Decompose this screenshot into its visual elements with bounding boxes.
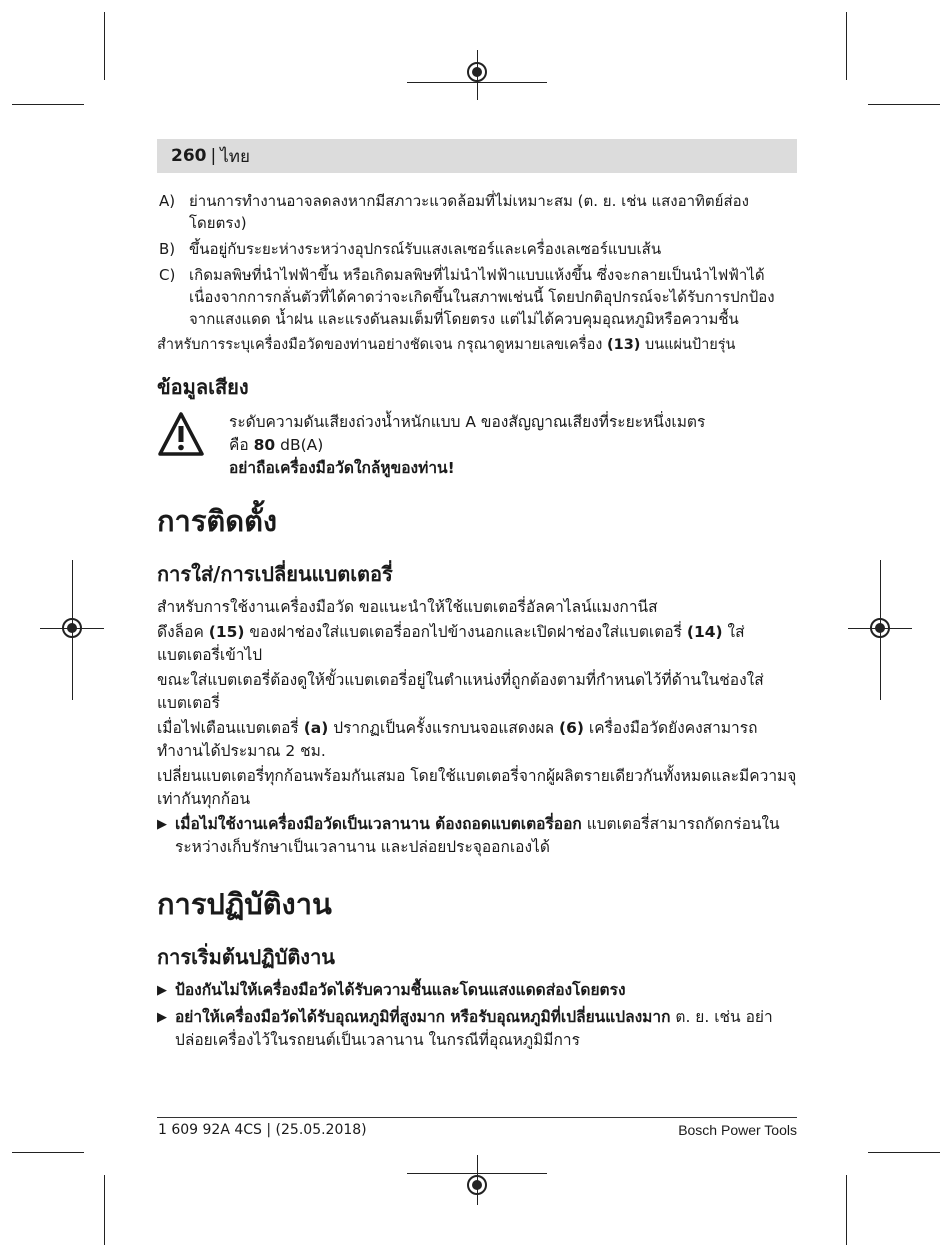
bullet-bold-text: อย่าให้เครื่องมือวัดได้รับอุณหภูมิที่สูงมาก หรือรับอุณหภูมิที่เปลี่ยนแปลงมาก	[175, 1008, 671, 1026]
crop-mark	[12, 1152, 84, 1153]
battery-p2-ref: (14)	[686, 623, 723, 641]
noise-heading: ข้อมูลเสียง	[157, 375, 249, 399]
registration-target-icon	[62, 618, 82, 638]
footnote-label: A)	[159, 192, 176, 210]
page-content	[157, 190, 797, 1056]
battery-paragraph-2	[157, 621, 797, 667]
registration-target-icon	[870, 618, 890, 638]
noise-safety-warning: อย่าถือเครื่องมือวัดใกล้หูของท่าน!	[229, 459, 455, 477]
noise-warning-text	[229, 411, 705, 480]
footnote-b	[157, 238, 797, 260]
battery-p4-ref: (a)	[303, 719, 329, 737]
crop-mark	[868, 1152, 940, 1153]
serial-note-text-end: บนแผ่นป้ายรุ่น	[640, 337, 736, 353]
crop-mark	[104, 12, 105, 80]
footnote-c	[157, 264, 797, 330]
operation-bullet-2	[157, 1006, 797, 1052]
header-separator: |	[210, 146, 217, 166]
battery-paragraph-1: สำหรับการใช้งานเครื่องมือวัด ขอแนะนำให้ใช้แบตเตอรี่อัลคาไลน์แมงกานีส	[157, 598, 658, 616]
battery-p4-text: ปรากฏเป็นครั้งแรกบนจอแสดงผล	[328, 719, 560, 737]
battery-p2-text: ของฝาช่องใส่แบตเตอรี่ออกไปข้างนอกและเปิดฝาช่องใส่แบตเตอรี่	[244, 623, 687, 641]
bullet-plain-text: แบตเตอรี่สามารถกัดกร่อนในระหว่างเก็บรักษาเป็นเวลานาน และปล่อยประจุออกเองได้	[175, 815, 780, 856]
crop-mark	[12, 104, 84, 105]
operation-bullet-1	[157, 979, 797, 1002]
footer-brand: Bosch Power Tools	[678, 1122, 797, 1138]
footnote-a	[157, 190, 797, 234]
battery-p4-ref: (6)	[559, 719, 584, 737]
crop-mark	[104, 1175, 105, 1245]
serial-note-text: สำหรับการระบุเครื่องมือวัดของท่านอย่างชัดเจน กรุณาดูหมายเลขเครื่อง	[157, 337, 607, 353]
operation-heading: การปฏิบัติงาน	[157, 887, 332, 921]
bullet-arrow-icon: ▶	[157, 817, 167, 832]
bullet-text	[175, 813, 797, 859]
noise-level-line: ระดับความดันเสียงถ่วงน้ำหนักแบบ A ของสัญญาณเสียงที่ระยะหนึ่งเมตร	[229, 413, 706, 431]
bullet-arrow-icon: ▶	[157, 983, 167, 998]
bullet-text	[175, 1006, 797, 1052]
footnote-label: B)	[159, 240, 176, 258]
bullet-arrow-icon: ▶	[157, 1010, 167, 1025]
noise-unit: dB(A)	[275, 436, 324, 454]
start-operation-heading: การเริ่มต้นปฏิบัติงาน	[157, 945, 335, 969]
serial-number-note	[157, 334, 797, 357]
page-language: ไทย	[220, 146, 250, 167]
footnote-text: ย่านการทำงานอาจลดลงหากมีสภาวะแวดล้อมที่ไม่เหมาะสม (ต. ย. เช่น แสงอาทิตย์ส่องโดยตรง)	[189, 192, 749, 232]
battery-p2-ref: (15)	[208, 623, 245, 641]
bullet-bold-text: ป้องกันไม่ให้เครื่องมือวัดได้รับความชื้นและโดนแสงแดดส่องโดยตรง	[175, 981, 626, 999]
warning-triangle-icon	[157, 411, 229, 480]
battery-paragraph-3: ขณะใส่แบตเตอรี่ต้องดูให้ขั้วแบตเตอรี่อยู่ในตำแหน่งที่ถูกต้องตามที่กำหนดไว้ที่ด้านในช่องใส่แบตเตอรี่	[157, 671, 764, 712]
battery-bullet	[157, 813, 797, 859]
battery-heading: การใส่/การเปลี่ยนแบตเตอรี่	[157, 562, 393, 586]
crop-mark	[846, 12, 847, 80]
battery-paragraph-5: เปลี่ยนแบตเตอรี่ทุกก้อนพร้อมกันเสมอ โดยใช้แบตเตอรี่จากผู้ผลิตรายเดียวกันทั้งหมดและมีความจุเท่ากันทุกก้อน	[157, 767, 797, 808]
footnote-text: เกิดมลพิษที่นำไฟฟ้าขึ้น หรือเกิดมลพิษที่ไม่นำไฟฟ้าแบบแห้งขึ้น ซึ่งจะกลายเป็นนำไฟฟ้าได้เนื่องจากการกลั่นตัวที่ได้คาดว่าจะเกิดขึ้นในสภาพเช่นนี้ โดยปกติอุปกรณ์จะได้รับการปกป้องจากแสงแดด น้ำฝน และแรงดันลมเต็มที่โดยตรง แต่ไม่ได้ควบคุมอุณหภูมิหรือความชื้น	[189, 266, 775, 328]
battery-p4-text: เมื่อไฟเตือนแบตเตอรี่	[157, 719, 304, 737]
page-number: 260	[171, 146, 207, 166]
battery-p2-text: ใส่แบตเตอรี่เข้าไป	[157, 623, 745, 664]
footnote-text: ขึ้นอยู่กับระยะห่างระหว่างอุปกรณ์รับแสงเลเซอร์และเครื่องเลเซอร์แบบเส้น	[189, 240, 662, 258]
battery-p2-text: ดึงล็อค	[157, 623, 209, 641]
crop-mark	[846, 1175, 847, 1245]
footer-rule	[157, 1117, 797, 1118]
battery-paragraph-4	[157, 717, 797, 763]
page-header	[157, 139, 797, 173]
noise-value-line	[229, 434, 705, 457]
bullet-plain-text: ต. ย. เช่น อย่าปล่อยเครื่องไว้ในรถยนต์เป็นเวลานาน ในกรณีที่อุณหภูมิมีการ	[175, 1008, 773, 1049]
installation-heading: การติดตั้ง	[157, 504, 278, 538]
serial-note-ref: (13)	[607, 337, 641, 353]
noise-value: 80	[253, 436, 276, 454]
footer-doc-id: 1 609 92A 4CS | (25.05.2018)	[158, 1122, 367, 1138]
battery-p4-text: เครื่องมือวัดยังคงสามารถทำงานได้ประมาณ 2 ชม.	[157, 719, 758, 760]
bullet-bold-text: เมื่อไม่ใช้งานเครื่องมือวัดเป็นเวลานาน ต้องถอดแบตเตอรี่ออก	[175, 815, 582, 833]
crop-mark	[868, 104, 940, 105]
registration-target-icon	[467, 1175, 487, 1195]
noise-value-prefix: คือ	[229, 436, 254, 454]
noise-warning-block	[157, 411, 797, 480]
footnote-label: C)	[159, 266, 176, 284]
registration-target-icon	[467, 62, 487, 82]
